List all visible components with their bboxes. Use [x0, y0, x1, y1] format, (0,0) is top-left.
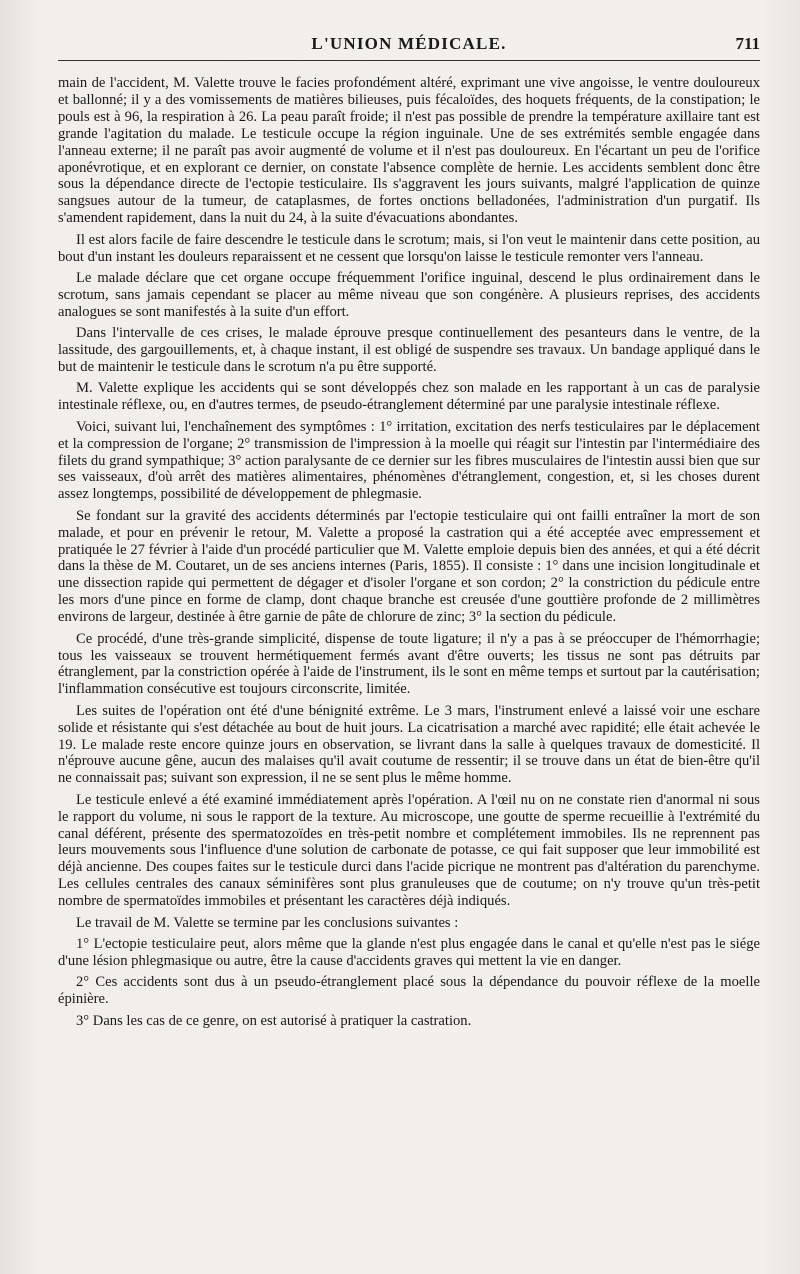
article-body: [58, 75, 760, 1034]
page-number: 711: [735, 34, 760, 53]
paragraph: Le travail de M. Valette se termine par les conclusions suivantes :: [76, 914, 459, 931]
page-header: [58, 31, 760, 57]
running-title: L'UNION MÉDICALE.: [311, 34, 507, 53]
paragraph: main de l'accident, M. Valette trouve le facies profondément altéré, exprimant une vive angoisse, le ventre douloureux et ballonné; il y a des vomissements de matières bilieuses, puis fécaloïdes, des hoquets fréquents, de la constipation; le pouls est à 96, la respiration à 26. La peau paraît froide; il n'est pas possible de prendre la température axillaire tant est grande l'agitation du malade. Le testicule occupe la région inguinale. Une de ses extrémités semble engagée dans l'anneau externe; il ne paraît pas avoir augmenté de volume et il n'est pas douloureux. En l'écartant un peu de l'orifice aponévrotique, et en explorant ce dernier, on constate l'absence complète de hernie. Les accidents semblent donc être sous la dépendance directe de l'ectopie testiculaire. Ils s'aggravent les jours suivants, malgré l'application de quinze sangsues autour de la tumeur, de cataplasmes, de fortes onctions belladonées, l'administration d'un purgatif. Ils s'amendent rapidement, dans la nuit du 24, à la suite d'évacuations abondantes.: [58, 75, 760, 227]
paragraph: Le malade déclare que cet organe occupe fréquemment l'orifice inguinal, descend le plus ordinairement dans le scrotum, sans jamais cependant se placer au même niveau que son congénère. A plusieurs reprises, des accidents analogues se sont manifestés à la suite d'un effort.: [58, 269, 760, 320]
header-rule: [58, 60, 760, 61]
conclusion-item: 3° Dans les cas de ce genre, on est autorisé à pratiquer la castration.: [76, 1012, 472, 1029]
paragraph: Voici, suivant lui, l'enchaînement des symptômes : 1° irritation, excitation des nerfs testiculaires par le déplacement et la compression de l'organe; 2° transmission de l'impression à la moelle qui réagit sur l'intestin par l'intermédiaire des filets du grand sympathique; 3° action paralysante de ce dernier sur les fibres musculaires de l'intestin aussi bien que sur ses vaisseaux, d'où arrêt des matières alimentaires, phénomènes d'étranglement, congestion, et, si les choses durent assez longtemps, possibilité de développement de phlegmasie.: [58, 418, 760, 503]
conclusion-item: 2° Ces accidents sont dus à un pseudo-étranglement placé sous la dépendance du pouvoir réflexe de la moelle épinière.: [58, 974, 760, 1008]
paragraph: Dans l'intervalle de ces crises, le malade éprouve presque continuellement des pesanteurs dans le ventre, de la lassitude, des gargouillements, et, à chaque instant, il est obligé de suspendre ses travaux. Un bandage appliqué dans le but de maintenir le testicule dans le scrotum n'a pu être supporté.: [58, 325, 760, 375]
paragraph: Il est alors facile de faire descendre le testicule dans le scrotum; mais, si l'on veut le maintenir dans cette position, au bout d'un instant les douleurs reparaissent et ne cessent que lorsqu'on laisse le testicule remonter vers l'anneau.: [58, 231, 760, 265]
paragraph: Le testicule enlevé a été examiné immédiatement après l'opération. A l'œil nu on ne constate rien d'anormal ni sous le rapport du volume, ni sous le rapport de la texture. Au microscope, une goutte de sperme recueillie à l'extrémité du canal déférent, présente des spermatozoïdes en très-petit nombre et complétement immobiles. Ils ne reprennent pas leurs mouvements sous l'influence d'une solution de carbonate de potasse, ce qui fait supposer que leur immobilité est déjà ancienne. Des coupes faites sur le testicule durci dans l'acide picrique ne montrent pas d'altération du parenchyme. Les cellules centrales des canaux séminifères sont plus granuleuses que de coutume; on n'y trouve qu'un très-petit nombre de spermatoïdes immobiles et présentant les caractères déjà indiqués.: [58, 791, 760, 910]
paragraph: Se fondant sur la gravité des accidents déterminés par l'ectopie testiculaire qui ont failli entraîner la mort de son malade, et pour en prévenir le retour, M. Valette a proposé la castration qui a été acceptée avec empressement et pratiquée le 27 février à l'aide d'un procédé particulier que M. Valette emploie depuis bien des années, et qui a été décrit dans la thèse de M. Coutaret, un de ses anciens internes (Paris, 1855). Il consiste : 1° dans une incision longitudinale et une dissection rapide qui permettent de dégager et d'isoler l'organe et son cordon; 2° la constriction du pédicule entre les mors d'une pince en forme de clamp, dont chaque branche est creusée d'une gouttière profonde de 2 millimètres environs de largeur, destinée à être garnie de pâte de chlorure de zinc; 3° la section du pédicule.: [58, 507, 760, 626]
paragraph: M. Valette explique les accidents qui se sont développés chez son malade en les rapportant à un cas de paralysie intestinale réflexe, ou, en d'autres termes, de pseudo-étranglement déterminé par une paralysie intestinale réflexe.: [58, 380, 760, 414]
paragraph: Ce procédé, d'une très-grande simplicité, dispense de toute ligature; il n'y a pas à se préoccuper de l'hémorrhagie; tous les vaisseaux se trouvent hermétiquement fermés avant d'être ouverts; les tissus ne sont pas détruits par étranglement, par la constriction opérée à l'aide de l'instrument, ils le sont en même temps et surtout par la cautérisation; l'inflammation consécutive est toujours circonscrite, limitée.: [58, 630, 760, 698]
paragraph: Les suites de l'opération ont été d'une bénignité extrême. Le 3 mars, l'instrument enlevé a laissé voir une eschare solide et résistante qui s'est détachée au bout de huit jours. La cicatrisation a marché avec rapidité; elle était achevée le 19. Le malade reste encore quinze jours en observation, se livrant dans la salle à quelques travaux de domesticité. Il n'éprouve aucune gêne, aucun des malaises qu'il avait coutume de ressentir; il se trouve dans un état de bien-être qu'il ne connaissait pas; suivant son expression, il ne se sent plus le même homme.: [58, 702, 760, 787]
conclusion-item: 1° L'ectopie testiculaire peut, alors même que la glande n'est plus engagée dans le canal et qu'elle n'est pas le siége d'une lésion phlegmasique ou autre, être la cause d'accidents graves qui mettent la vie en danger.: [58, 936, 760, 969]
